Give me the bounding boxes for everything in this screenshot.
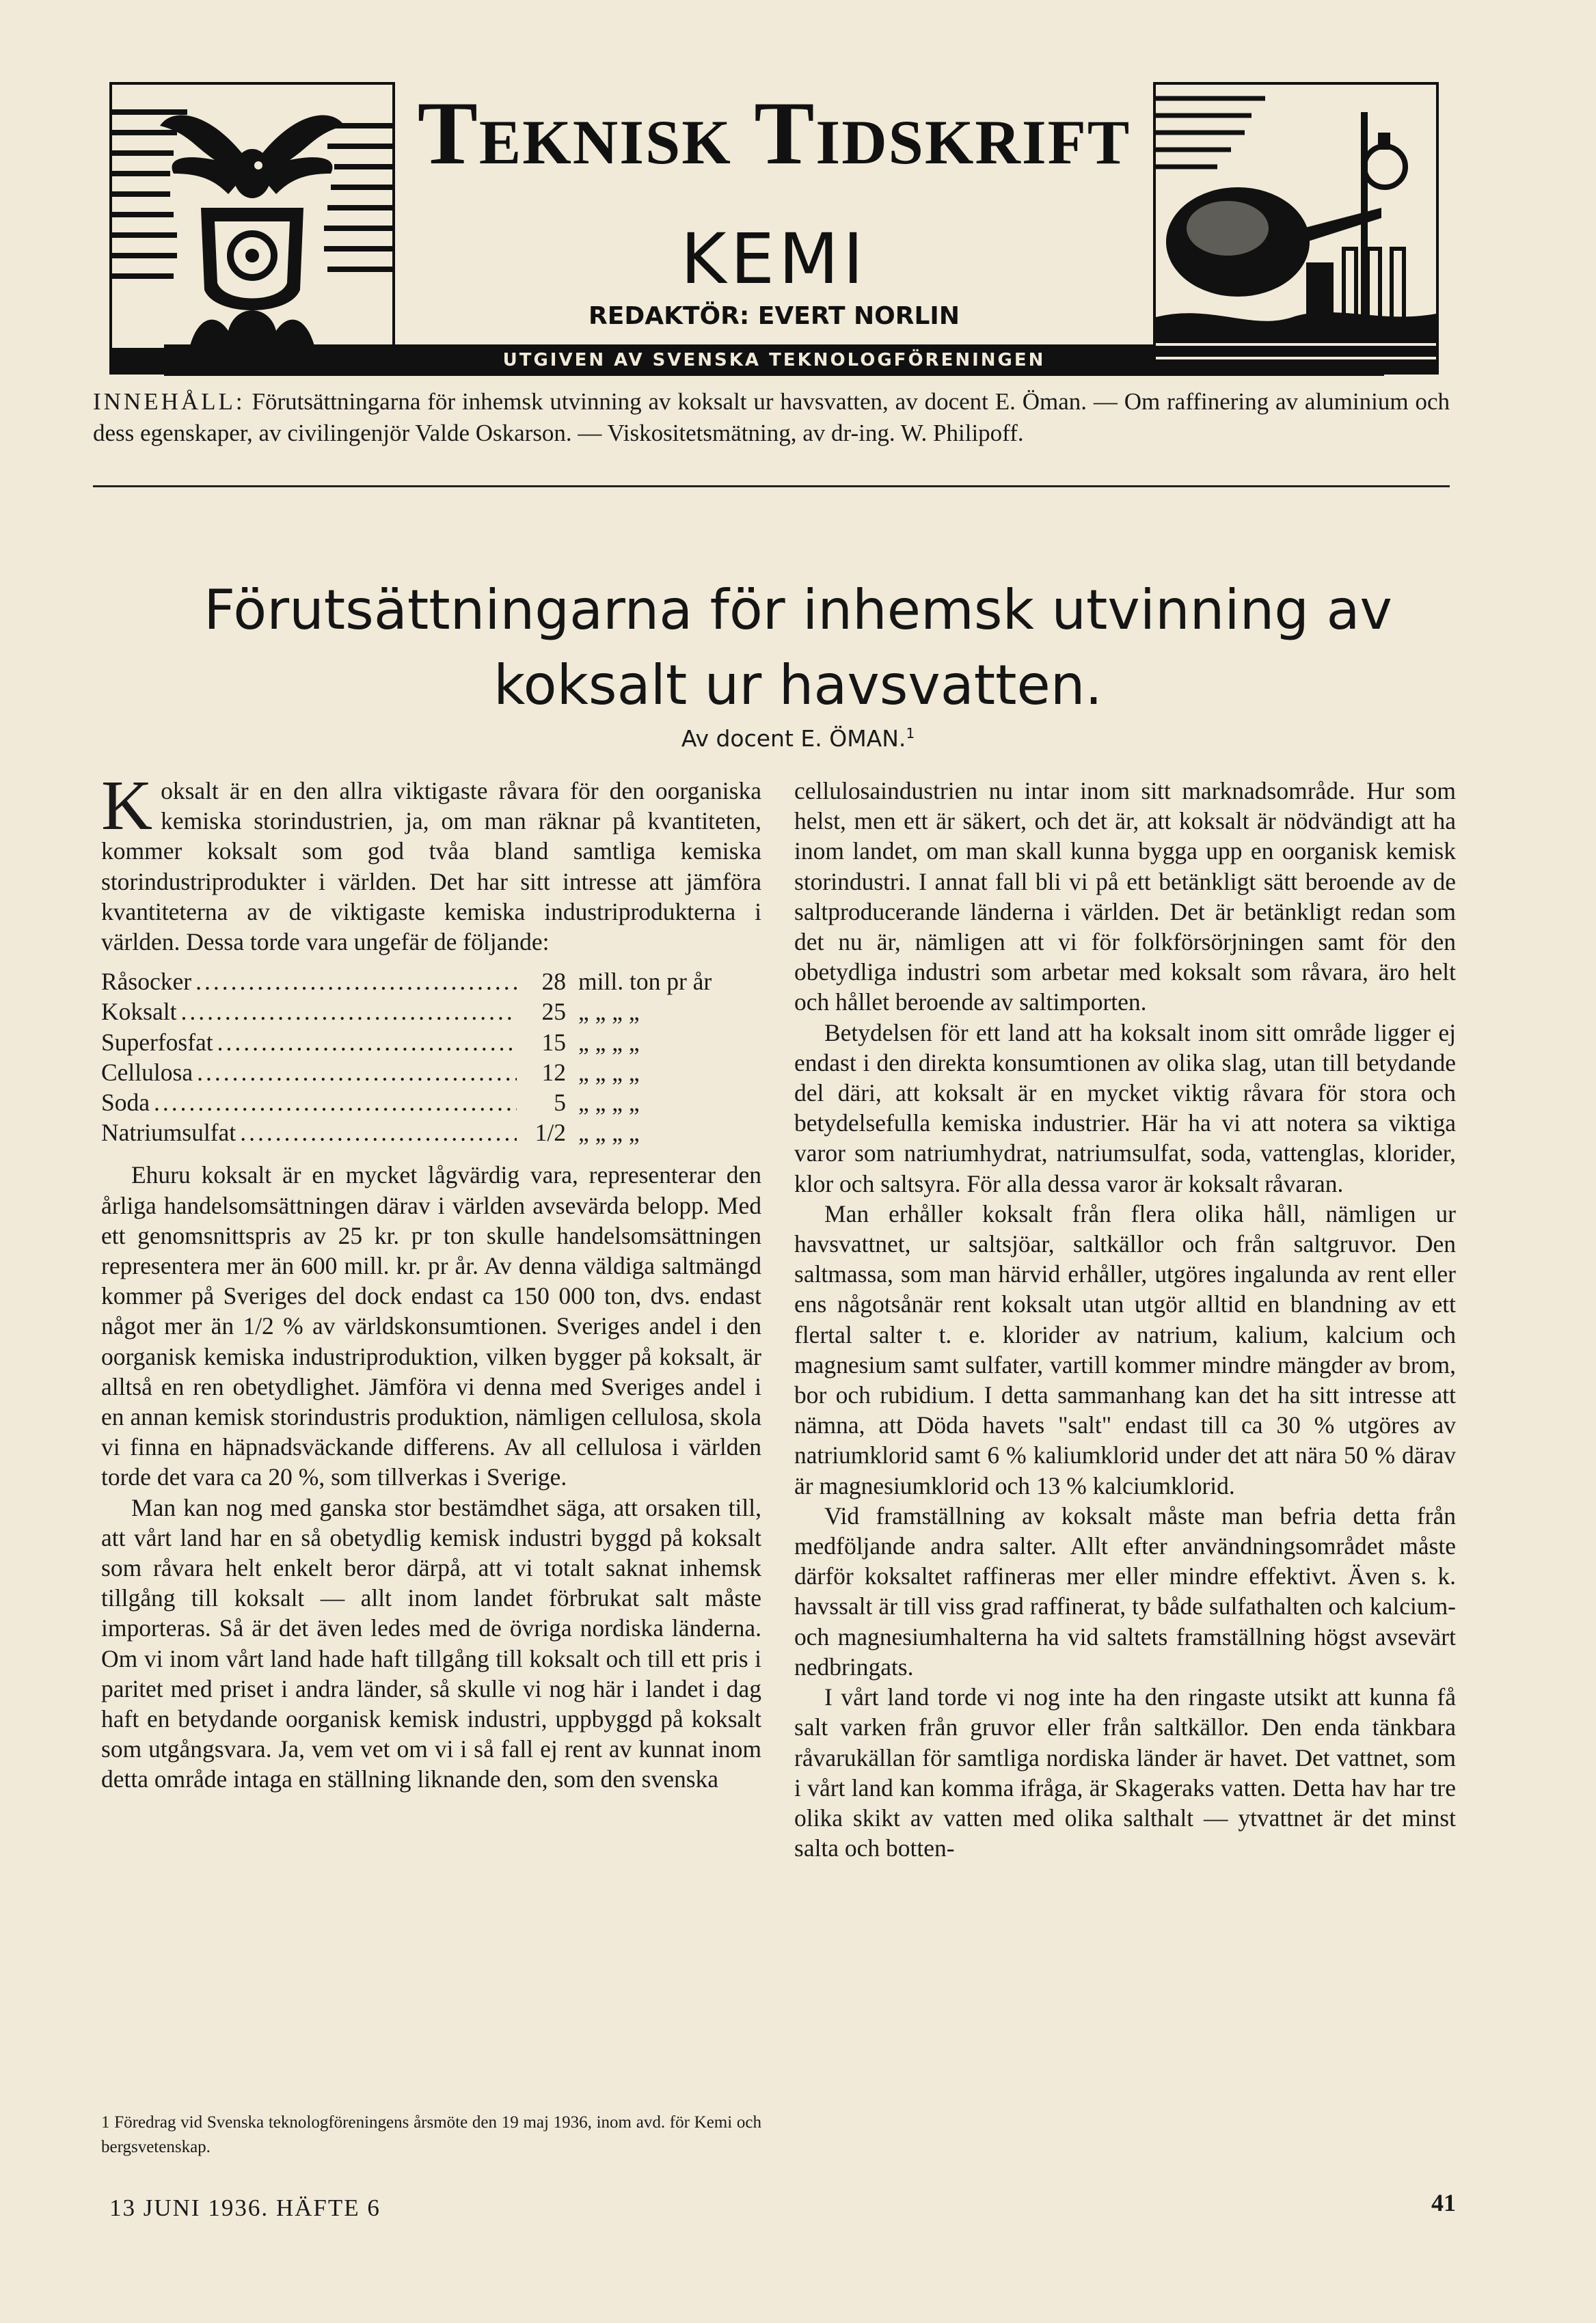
intro-text: oksalt är en den allra viktigaste råvara för den oorganiska kemiska storindustrien, ja, om man räknar på kvantiteten, kommer koksalt som god tvåa bland samtliga kemiska storindustriprodukter i världen. Det har sitt intresse att jämföra kvantiteterna av de viktigaste kemiska industriprodukterna i världen. Dessa torde vara ungefär de följande: xyxy=(101,777,761,956)
commodity-value: 12 xyxy=(541,1058,566,1086)
commodity-name: Råsocker xyxy=(101,968,192,996)
body-paragraph: Man kan nog med ganska stor bestämdhet säga, att orsaken till, att vårt land har en så obetydlig kemisk industri byggd på koksalt som råvara helt enkelt beror därpå, att vi totalt saknat inhemsk tillgång till koksalt — allt inom landet förbrukat salt måste importeras. Så är det även ledes med de övriga nordiska länderna. Om vi inom vårt land hade haft tillgång till koksalt och till ett pris i paritet med priset i andra länder, så skulle vi nog här i landet i dag haft en betydande oorganisk kemisk industri, uppbyggd på koksalt som utgångsvara. Ja, vem vet om vi i så fall ej rent av kunnat inom detta område intaga en ställning liknande den, som den svenska xyxy=(101,1493,761,1793)
table-row xyxy=(101,1117,761,1147)
journal-title: Teknisk Tidskrift xyxy=(417,83,1131,183)
commodity-unit: „ „ „ „ xyxy=(578,1028,640,1056)
body-paragraph: I vårt land torde vi nog inte ha den ringaste utsikt att kunna få salt varken från gruvor eller från saltkällor. Den enda tänkbara råvarukällan för samtliga nordiska länder är havet. Det vattnet, som i vårt land kan komma ifråga, är Skageraks vatten. Detta hav har tre olika skikt av vatten med olika salthalt — ytvattnet är det minst salta och botten- xyxy=(794,1683,1456,1862)
table-row xyxy=(101,996,761,1027)
contents-label: INNEHÅLL: xyxy=(93,388,245,415)
eagle-emblem-icon xyxy=(109,82,395,375)
commodity-name: Koksalt xyxy=(101,998,177,1026)
page-number: 41 xyxy=(1431,2189,1456,2216)
body-paragraph: cellulosaindustrien nu intar inom sitt marknadsområde. Hur som helst, men ett är säkert, och det är, att koksalt är nödvändigt att ha inom landet, om man skall kunna bygga upp en oorganisk kemisk storindustri. I annat fall bli vi på ett betänkligt sätt beroende av de saltproducerande länderna i världen. Det är betänkligt redan som det nu är, nämligen att vi för folkförsörjningen samt för den obetydliga industri som arbetar med koksalt som råvara, äro helt och hållet beroende av saltimporten. xyxy=(794,777,1456,1016)
footnote-marker: 1 xyxy=(906,725,915,742)
commodity-unit: „ „ „ „ xyxy=(578,998,640,1026)
contents-text: Förutsättningarna för inhemsk utvinning av koksalt ur havsvatten, av docent E. Öman. — Om raffinering av aluminium och dess egenskaper, av civilingenjör Valde Oskarson. — Viskositetsmätning, av dr-ing. W. Philipoff. xyxy=(93,388,1450,446)
commodity-value: 28 xyxy=(541,968,566,996)
article-title: Förutsättningarna för inhemsk utvinning av koksalt ur havsvatten. xyxy=(204,578,1392,717)
commodity-name: Cellulosa xyxy=(101,1058,193,1086)
byline xyxy=(0,718,1596,755)
commodity-value: 1/2 xyxy=(535,1119,566,1147)
laboratory-flask-icon xyxy=(1153,82,1439,375)
body-paragraph: Ehuru koksalt är en mycket lågvärdig vara, representerar den årliga handelsomsättningen därav i världen avsevärda belopp. Med ett genomsnittspris av 25 kr. pr ton skulle handelsomsättningen representera mer än 600 mill. kr. pr år. Av denna väldiga saltmängd kommer på Sveriges del dock endast ca 150 000 ton, dvs. endast något mer än 1/2 % av världskonsumtionen. Sveriges andel i den oorganisk kemiska industriproduktion, vilken bygger på koksalt, är alltså en ren obetydlighet. Jämföra vi denna med Sveriges andel i en annan kemisk storindustris produktion, nämligen cellulosa, skola vi finna en häpnadsväckande differens. Av all cellulosa i världen torde det vara ca 20 %, som tillverkas i Sverige. xyxy=(101,1161,761,1491)
contents xyxy=(93,386,1450,449)
issue-date: 13 JUNI 1936. HÄFTE 6 xyxy=(109,2195,381,2221)
table-row xyxy=(101,1027,761,1057)
commodity-name: Superfosfat xyxy=(101,1028,213,1056)
table-row xyxy=(101,1057,761,1087)
footnote: 1 Föredrag vid Svenska teknologföreningens årsmöte den 19 maj 1936, inom avd. för Kemi och bergsvetenskap. xyxy=(101,2113,761,2156)
masthead xyxy=(109,82,1439,386)
commodity-name: Soda xyxy=(101,1088,150,1116)
publisher-line: UTGIVEN AV SVENSKA TEKNOLOGFÖRENINGEN xyxy=(502,350,1046,370)
body-paragraph: Man erhåller koksalt från flera olika håll, nämligen ur havsvattnet, ur saltsjöar, saltkällor och från saltgruvor. Den saltmassa, som man härvid erhåller, utgöres ingalunda av rent eller ens någotsånär rent koksalt utan utgör alltid en blandning av ett flertal salter t. e. klorider av natrium, kalium, kalcium och magnesium samt sulfater, vartill kommer mindre mängder av brom, bor och rubidium. I detta sammanhang kan det ha sitt intresse att nämna, att Döda havets "salt" endast till ca 30 % utgöres av natriumklorid samt 6 % kaliumklorid under det att nära 50 % därav är magnesiumklorid och 13 % kalciumklorid. xyxy=(794,1199,1456,1499)
byline-text: Av docent E. ÖMAN. xyxy=(681,725,906,752)
intro-paragraph xyxy=(101,766,761,957)
masthead-center xyxy=(390,82,1159,376)
commodity-unit: „ „ „ „ xyxy=(578,1058,640,1086)
contents-divider xyxy=(93,485,1450,487)
commodity-unit: mill. ton pr år xyxy=(578,968,712,996)
commodity-value: 5 xyxy=(554,1088,566,1116)
commodity-table xyxy=(101,966,761,1147)
left-column xyxy=(101,766,761,1795)
commodity-unit: „ „ „ „ xyxy=(578,1119,640,1147)
table-row xyxy=(101,966,761,996)
body-paragraph: Betydelsen för ett land att ha koksalt inom sitt område ligger ej endast i den direkta konsumtionen av olika slag, utan till betydande del däri, att koksalt är en mycket viktig råvara för stora och betydelsefulla kemiska industrier. Här ha vi att notera sa viktiga varor som natriumhydrat, natriumsulfat, soda, vattenglas, klorider, klor och saltsyra. För alla dessa varor är koksalt råvaran. xyxy=(794,1018,1456,1197)
section-name: KEMI xyxy=(680,219,868,300)
editor-line: REDAKTÖR: EVERT NORLIN xyxy=(589,302,960,330)
right-column xyxy=(794,776,1456,1863)
table-row xyxy=(101,1087,761,1117)
body-paragraph: Vid framställning av koksalt måste man befria detta från medföljande andra salter. Allt efter användningsområdet måste därför koksaltet raffineras mer eller mindre effektivt. Även s. k. havssalt är till viss grad raffinerat, ty både sulfathalten och kalcium- och magnesiumhalterna ha vid saltets framställning högst avsevärt nedbringats. xyxy=(794,1502,1456,1681)
commodity-unit: „ „ „ „ xyxy=(578,1088,640,1116)
commodity-name: Natriumsulfat xyxy=(101,1119,236,1147)
commodity-value: 15 xyxy=(541,1028,566,1056)
drop-cap: K xyxy=(101,766,153,845)
commodity-value: 25 xyxy=(541,998,566,1026)
